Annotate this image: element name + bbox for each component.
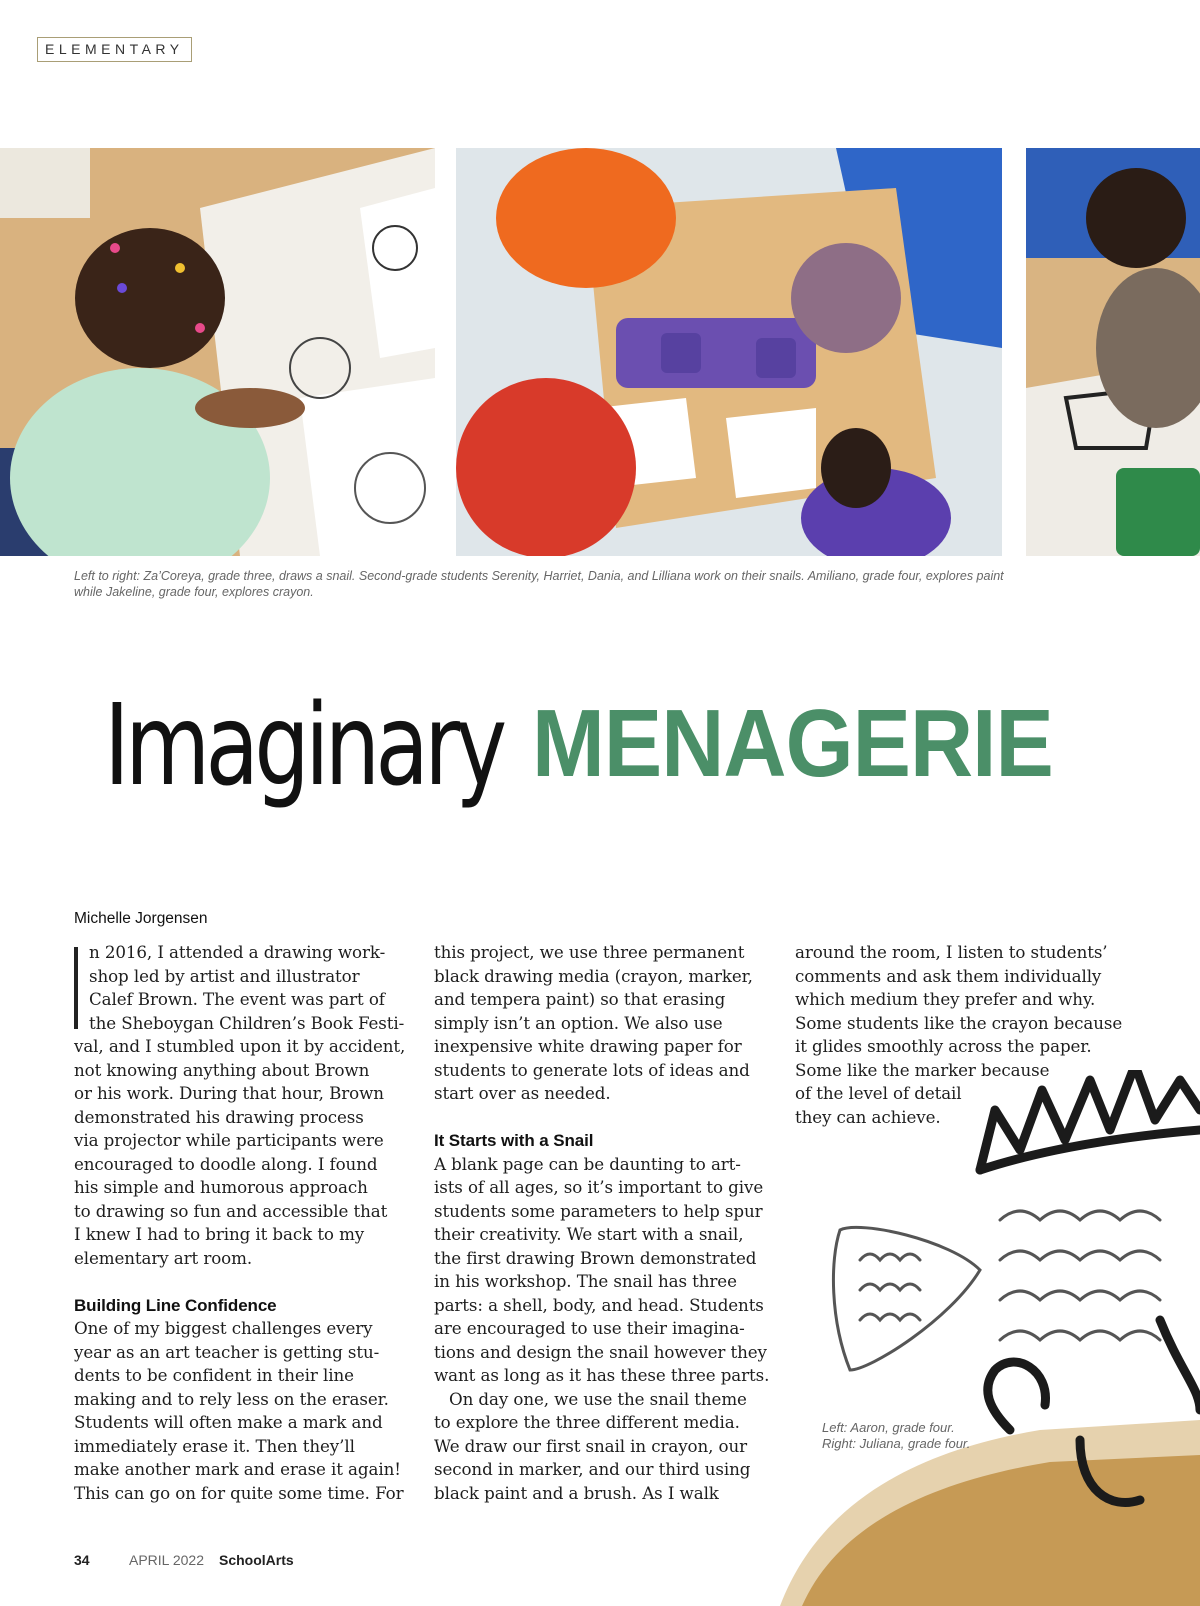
text-line: year as an art teacher is getting stu- bbox=[74, 1341, 380, 1362]
text-line: second in marker, and our third using bbox=[434, 1459, 751, 1479]
article-column-2 bbox=[434, 941, 774, 1505]
subheading-building-line-confidence: Building Line Confidence bbox=[74, 1295, 277, 1315]
text-line: start over as needed. bbox=[434, 1083, 611, 1103]
text-line: the Sheboygan Children’s Book Festi- bbox=[89, 1012, 405, 1033]
article-column-3 bbox=[795, 941, 1125, 1129]
text-line: black paint and a brush. As I walk bbox=[434, 1482, 719, 1503]
text-line: A blank page can be daunting to art- bbox=[434, 1153, 741, 1174]
text-line: making and to rely less on the eraser. bbox=[74, 1388, 389, 1409]
text-line: black drawing media (crayon, marker, bbox=[434, 965, 753, 986]
text-line: around the room, I listen to students’ bbox=[795, 942, 1108, 962]
text-line: via projector while participants were bbox=[74, 1130, 384, 1150]
text-line: n 2016, I attended a drawing work- bbox=[89, 942, 386, 962]
text-line: inexpensive white drawing paper for bbox=[434, 1036, 742, 1056]
text-line: want as long as it has these three parts. bbox=[434, 1365, 770, 1385]
text-line: Students will often make a mark and bbox=[74, 1412, 383, 1432]
body-paragraph bbox=[434, 1388, 774, 1506]
text-line: the first drawing Brown demonstrated bbox=[434, 1247, 757, 1268]
text-line: One of my biggest challenges every bbox=[74, 1318, 373, 1338]
text-line: dents to be confident in their line bbox=[74, 1365, 354, 1385]
text-line: We draw our first snail in crayon, our bbox=[434, 1435, 748, 1456]
text-line: I knew I had to bring it back to my bbox=[74, 1224, 365, 1244]
artwork-caption bbox=[822, 1420, 1022, 1452]
text-line: students to generate lots of ideas and bbox=[434, 1059, 750, 1080]
body-paragraph bbox=[795, 941, 1125, 1129]
text-line: are encouraged to use their imagina- bbox=[434, 1318, 745, 1338]
text-line: in his workshop. The snail has three bbox=[434, 1271, 737, 1291]
text-line: encouraged to doodle along. I found bbox=[74, 1153, 378, 1174]
text-line: demonstrated his drawing process bbox=[74, 1106, 364, 1127]
text-line: which medium they prefer and why. bbox=[795, 989, 1096, 1009]
text-line: Some students like the crayon because bbox=[795, 1012, 1123, 1033]
body-paragraph bbox=[434, 941, 774, 1106]
text-line: ists of all ages, so it’s important to give bbox=[434, 1177, 764, 1197]
text-line: and tempera paint) so that erasing bbox=[434, 989, 726, 1009]
text-line: his simple and humorous approach bbox=[74, 1177, 368, 1197]
student-artwork-illustration bbox=[780, 1070, 1200, 1606]
text-line: elementary art room. bbox=[74, 1247, 253, 1268]
text-line: tions and design the snail however they bbox=[434, 1341, 767, 1362]
text-line: they can achieve. bbox=[795, 1106, 941, 1127]
body-paragraph bbox=[74, 1317, 414, 1505]
magazine-name: SchoolArts bbox=[219, 1552, 294, 1568]
text-line: not knowing anything about Brown bbox=[74, 1059, 370, 1080]
text-line: it glides smoothly across the paper. bbox=[795, 1036, 1092, 1056]
text-line: this project, we use three permanent bbox=[434, 942, 745, 962]
title-light: Imaginary bbox=[104, 681, 503, 811]
photo-girl-drawing-snail bbox=[0, 148, 435, 556]
artwork-caption-line: Left: Aaron, grade four. bbox=[822, 1420, 955, 1435]
text-line: This can go on for quite some time. For bbox=[74, 1482, 404, 1503]
text-line: comments and ask them individually bbox=[795, 965, 1102, 986]
photo-caption: Left to right: Za’Coreya, grade three, draws a snail. Second-grade students Serenity, Harriet, Dania, and Lilliana work on their snails. Amiliano, grade four, explores paint while Jakeline, grade four, explores crayon. bbox=[74, 569, 1004, 599]
artwork-caption-line: Right: Juliana, grade four. bbox=[822, 1436, 971, 1451]
issue-date: APRIL 2022 bbox=[129, 1552, 204, 1568]
photo-students-group-table bbox=[456, 148, 1002, 556]
text-line: Calef Brown. The event was part of bbox=[89, 989, 385, 1009]
text-line: make another mark and erase it again! bbox=[74, 1459, 401, 1479]
text-line: of the level of detail bbox=[795, 1083, 962, 1103]
text-line: to drawing so fun and accessible that bbox=[74, 1200, 388, 1221]
text-line: their creativity. We start with a snail, bbox=[434, 1224, 744, 1244]
text-line: parts: a shell, body, and head. Students bbox=[434, 1294, 764, 1315]
byline: Michelle Jorgensen bbox=[74, 910, 208, 927]
page-number: 34 bbox=[74, 1552, 90, 1568]
text-line: students some parameters to help spur bbox=[434, 1200, 763, 1221]
body-paragraph bbox=[434, 1153, 774, 1388]
text-line: simply isn’t an option. We also use bbox=[434, 1012, 723, 1033]
text-line: On day one, we use the snail theme bbox=[449, 1388, 747, 1409]
page-footer bbox=[74, 1552, 294, 1568]
text-line: or his work. During that hour, Brown bbox=[74, 1083, 384, 1103]
intro-paragraph bbox=[74, 941, 414, 1270]
subheading-it-starts-with-a-snail: It Starts with a Snail bbox=[434, 1131, 594, 1150]
photo-boy-painting bbox=[1026, 148, 1200, 556]
text-line: to explore the three different media. bbox=[434, 1412, 740, 1432]
section-tag: ELEMENTARY bbox=[37, 37, 192, 62]
text-line: val, and I stumbled upon it by accident, bbox=[74, 1036, 406, 1056]
article-column-1 bbox=[74, 941, 414, 1505]
text-line: immediately erase it. Then they’ll bbox=[74, 1435, 355, 1456]
title-bold: MENAGERIE bbox=[532, 690, 1053, 797]
text-line: shop led by artist and illustrator bbox=[89, 965, 360, 986]
text-line: Some like the marker because bbox=[795, 1059, 1050, 1080]
